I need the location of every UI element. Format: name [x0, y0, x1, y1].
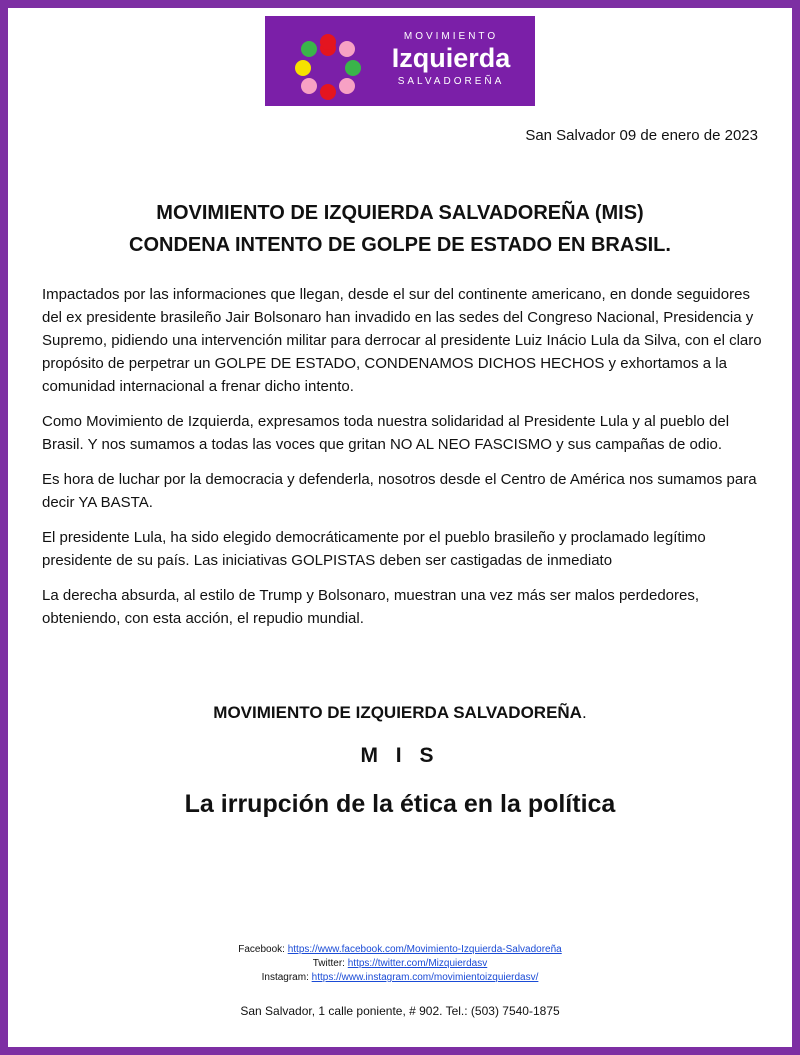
instagram-link[interactable]: https://www.instagram.com/movimientoizquierdasv/	[311, 972, 539, 983]
paragraph: Es hora de luchar por la democracia y defenderla, nosotros desde el Centro de América nos sumamos para decir YA BASTA.	[42, 471, 757, 511]
headline-line-1: MOVIMIENTO DE IZQUIERDA SALVADOREÑA (MIS)	[156, 202, 644, 224]
facebook-line	[0, 943, 800, 957]
document-date: San Salvador 09 de enero de 2023	[525, 127, 758, 144]
signature-org	[0, 703, 800, 723]
logo-line-2: Izquierda	[391, 43, 511, 73]
twitter-line	[0, 957, 800, 971]
instagram-line	[0, 971, 800, 985]
paragraph: Como Movimiento de Izquierda, expresamos toda nuestra solidaridad al Presidente Lula y al pueblo del Brasil. Y nos sumamos a todas las voces que gritan NO AL NEO FASCISMO y sus campañas de odio.	[42, 413, 730, 453]
logo	[265, 16, 535, 106]
facebook-link[interactable]: https://www.facebook.com/Movimiento-Izquierda-Salvadoreña	[287, 944, 562, 955]
signature-org-name: MOVIMIENTO DE IZQUIERDA SALVADOREÑA	[213, 703, 582, 722]
signature-org-suffix: .	[581, 703, 587, 722]
address: San Salvador, 1 calle poniente, # 902. Tel.: (503) 7540-1875	[240, 1004, 560, 1018]
logo-dots-icon	[265, 16, 385, 106]
paragraph: Impactados por las informaciones que llegan, desde el sur del continente americano, en donde seguidores del ex presidente brasileño Jair Bolsonaro han invadido en las sedes del Congreso Nacional, Presidencia y Supremo, pidiendo una intervención militar para derrocar al presidente Luiz Inácio Lula da Silva, con el claro propósito de perpetrar un GOLPE DE ESTADO, CONDENAMOS DICHOS HECHOS y exhortamos a la comunidad internacional a frenar dicho intento.	[42, 286, 762, 395]
headline	[40, 197, 760, 261]
logo-line-3: SALVADOREÑA	[397, 76, 505, 87]
signature-slogan: La irrupción de la ética en la política	[184, 790, 616, 818]
twitter-label: Twitter:	[312, 958, 345, 969]
facebook-label: Facebook:	[238, 944, 285, 955]
logo-line-1: MOVIMIENTO	[403, 31, 499, 42]
body-text	[42, 283, 762, 642]
paragraph: El presidente Lula, ha sido elegido democráticamente por el pueblo brasileño y proclamado legítimo presidente de su país. Las iniciativas GOLPISTAS deben ser castigadas de inmediato	[42, 529, 706, 569]
headline-line-2: CONDENA INTENTO DE GOLPE DE ESTADO EN BRASIL.	[129, 234, 671, 256]
twitter-link[interactable]: https://twitter.com/Mizquierdasv	[347, 958, 488, 969]
social-links	[0, 943, 800, 985]
instagram-label: Instagram:	[261, 972, 309, 983]
signature-acronym: M I S	[360, 744, 440, 767]
paragraph: La derecha absurda, al estilo de Trump y Bolsonaro, muestran una vez más ser malos perdedores, obteniendo, con esta acción, el repudio mundial.	[42, 587, 700, 627]
